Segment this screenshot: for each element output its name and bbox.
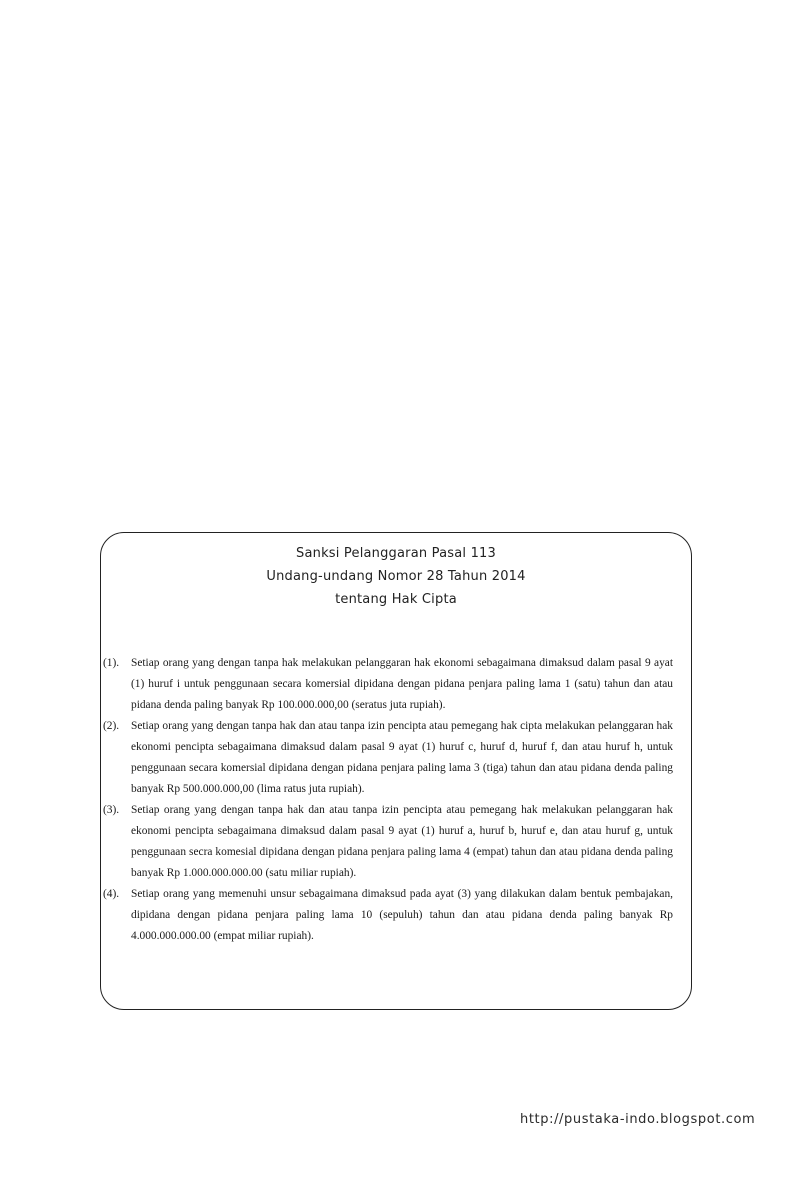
title-line-1: Sanksi Pelanggaran Pasal 113 <box>296 546 496 561</box>
item-number: (2). <box>103 720 120 732</box>
box-title <box>101 542 691 611</box>
item-number: (3). <box>103 804 120 816</box>
sanction-item-2 <box>103 716 673 800</box>
sanction-item-3 <box>103 800 673 884</box>
item-text: Setiap orang yang dengan tanpa hak melakukan pelanggaran hak ekonomi sebagaimana dimaksud dalam pasal 9 ayat (1) huruf i untuk penggunaan secara komersial dipidana dengan pidana penjara paling lama 1 (satu) tahun dan atau pidana denda paling banyak Rp 100.000.000,00 (seratus juta rupiah). <box>131 657 673 711</box>
sanction-list <box>103 653 673 947</box>
title-line-3: tentang Hak Cipta <box>335 592 457 607</box>
sanction-item-1 <box>103 653 673 716</box>
sanction-box <box>100 532 692 1010</box>
item-number: (4). <box>103 888 120 900</box>
sanction-item-4 <box>103 884 673 947</box>
item-number: (1). <box>103 657 120 669</box>
item-text: Setiap orang yang dengan tanpa hak dan atau tanpa izin pencipta atau pemegang hak cipta melakukan pelanggaran hak ekonomi pencipta sebagaimana dimaksud dalam pasal 9 ayat (1) huruf c, huruf d, huruf f, dan atau huruf h, untuk penggunaan secara komersial dipidana dengan pidana penjara paling lama 3 (tiga) tahun dan atau pidana denda paling banyak Rp 500.000.000,00 (lima ratus juta rupiah). <box>131 720 673 795</box>
footer-url: http://pustaka-indo.blogspot.com <box>520 1112 756 1127</box>
item-text: Setiap orang yang dengan tanpa hak dan atau tanpa izin pencipta atau pemegang hak melakukan pelanggaran hak ekonomi pencipta sebagaimana dimaksud dalam pasal 9 ayat (1) huruf a, huruf b, huruf e, dan atau huruf g, untuk penggunaan secra komesial dipidana dengan pidana penjara paling lama 4 (empat) tahun dan atau pidana denda paling banyak Rp 1.000.000.000.00 (satu miliar rupiah). <box>131 804 673 879</box>
item-text: Setiap orang yang memenuhi unsur sebagaimana dimaksud pada ayat (3) yang dilakukan dalam bentuk pembajakan, dipidana dengan pidana penjara paling lama 10 (sepuluh) tahun dan atau pidana denda paling banyak Rp 4.000.000.000.00 (empat miliar rupiah). <box>131 888 673 942</box>
title-line-2: Undang-undang Nomor 28 Tahun 2014 <box>266 569 526 584</box>
